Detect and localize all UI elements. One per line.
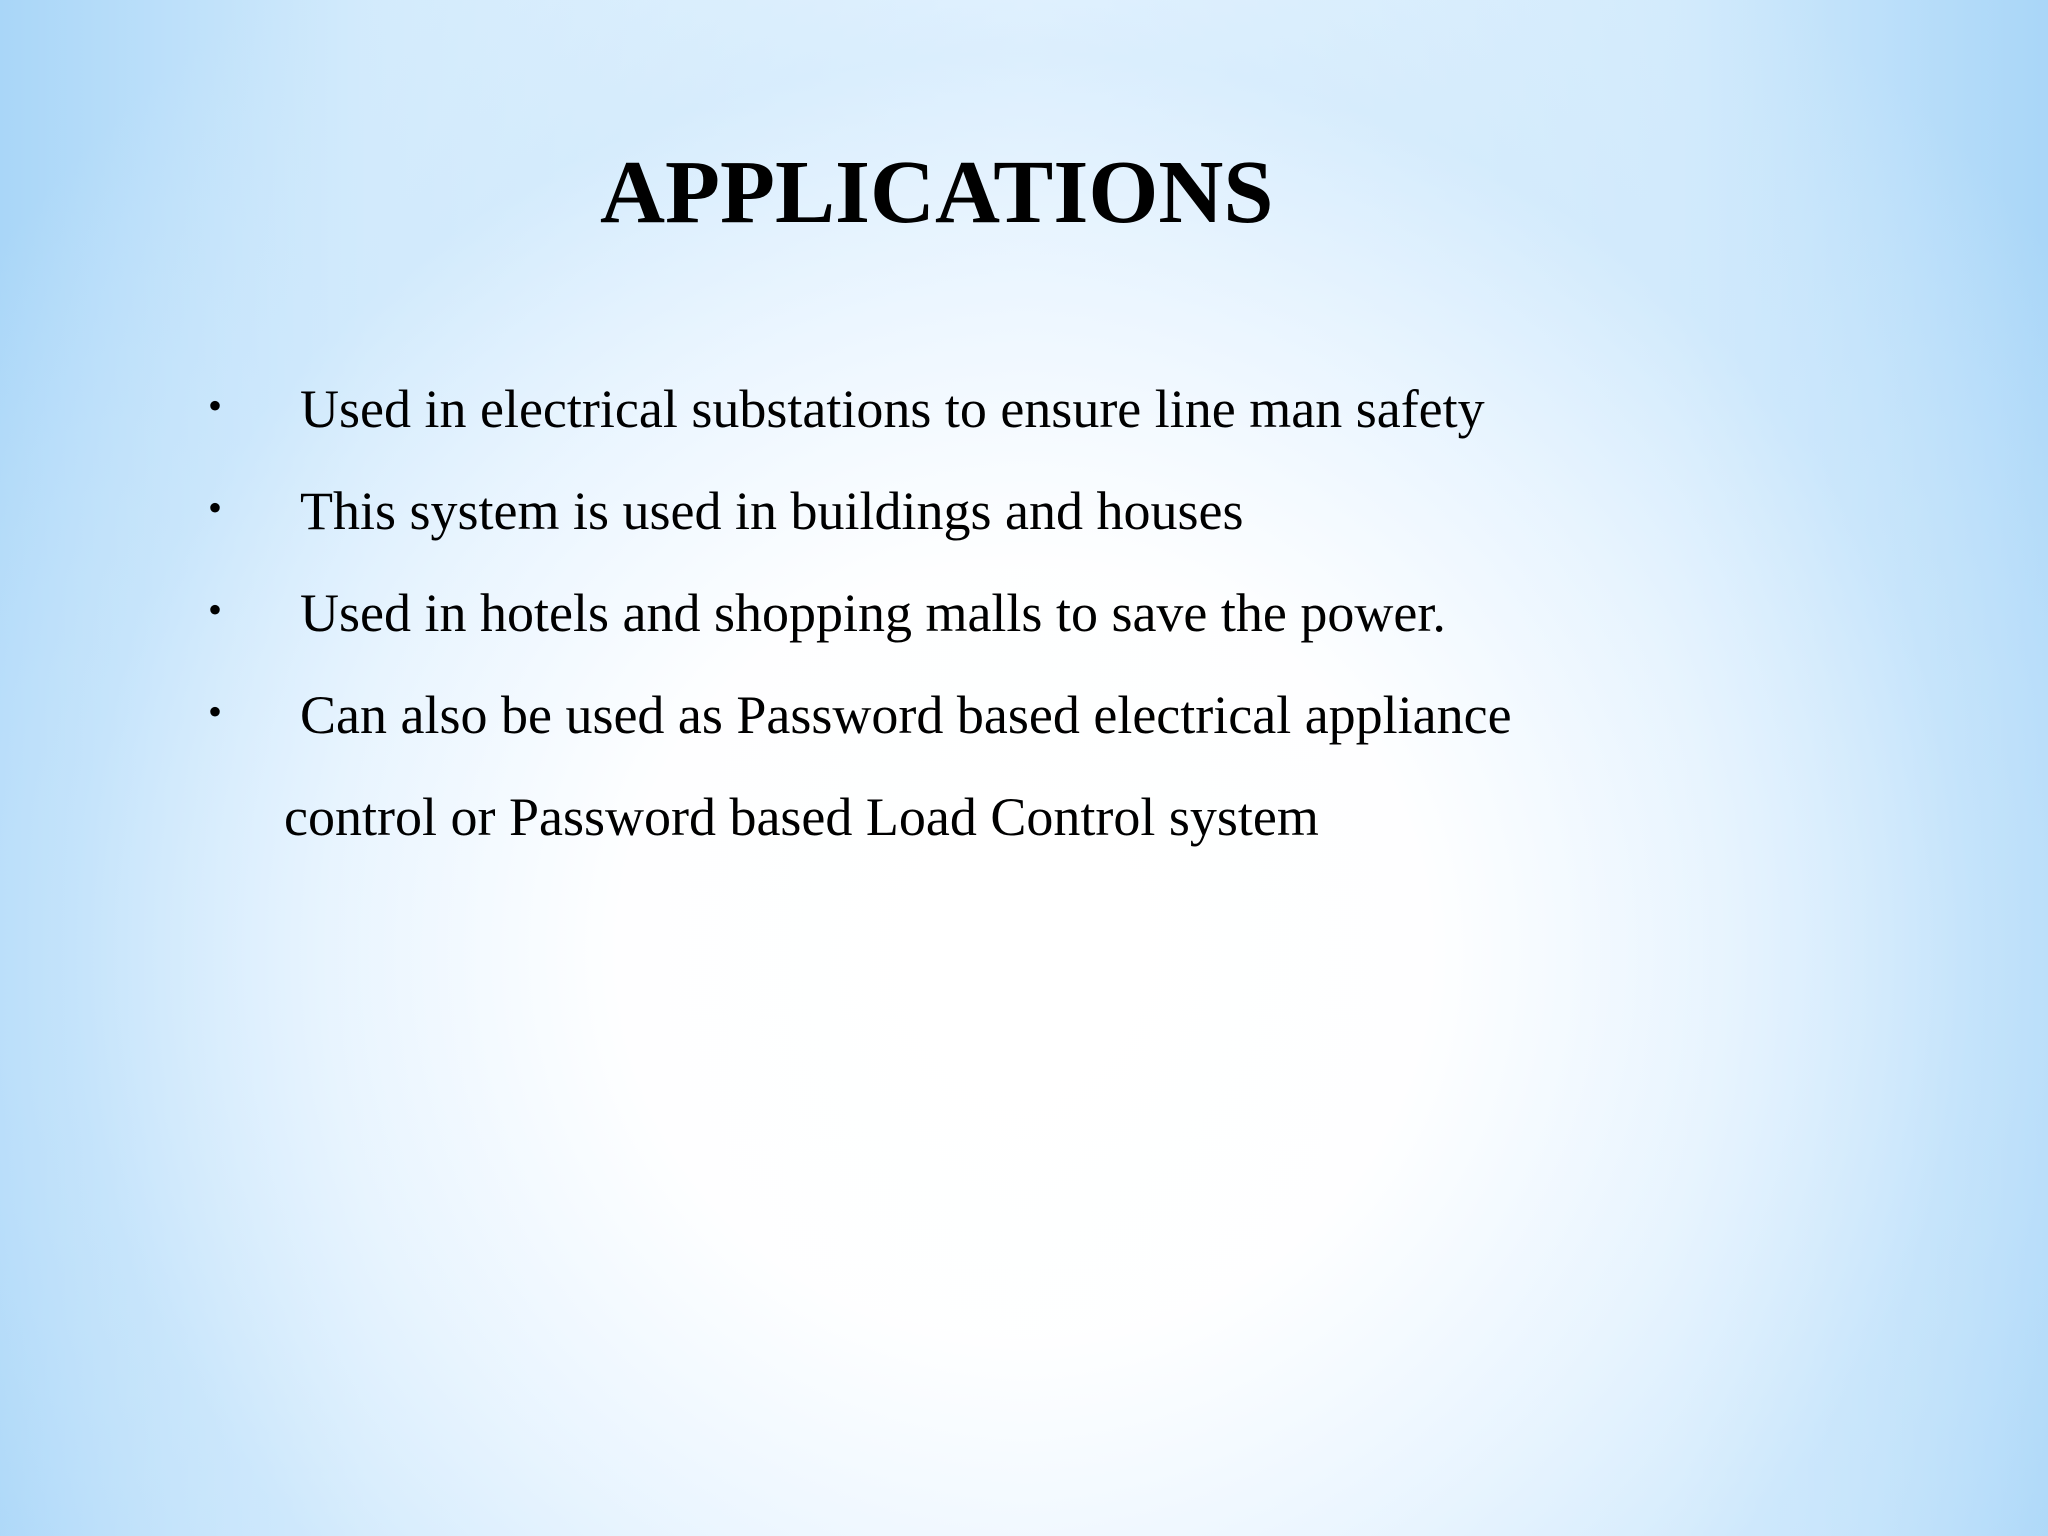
bullet-text-continuation: control or Password based Load Control system (284, 787, 1319, 847)
bullet-text: Used in hotels and shopping malls to save the power. (300, 583, 1446, 643)
bullet-icon: • (208, 485, 223, 530)
bullet-icon: • (208, 689, 223, 734)
slide-title: APPLICATIONS (600, 143, 1274, 242)
bullet-text: Used in electrical substations to ensure line man safety (300, 379, 1485, 439)
list-item (200, 664, 1820, 868)
bullet-icon: • (208, 383, 223, 428)
bullet-text: This system is used in buildings and houses (300, 481, 1244, 541)
bullet-icon: • (208, 587, 223, 632)
bullet-list (200, 358, 1820, 868)
list-item (200, 562, 1820, 664)
list-item (200, 358, 1820, 460)
bullet-text: Can also be used as Password based electrical appliance (300, 685, 1512, 745)
list-item (200, 460, 1820, 562)
